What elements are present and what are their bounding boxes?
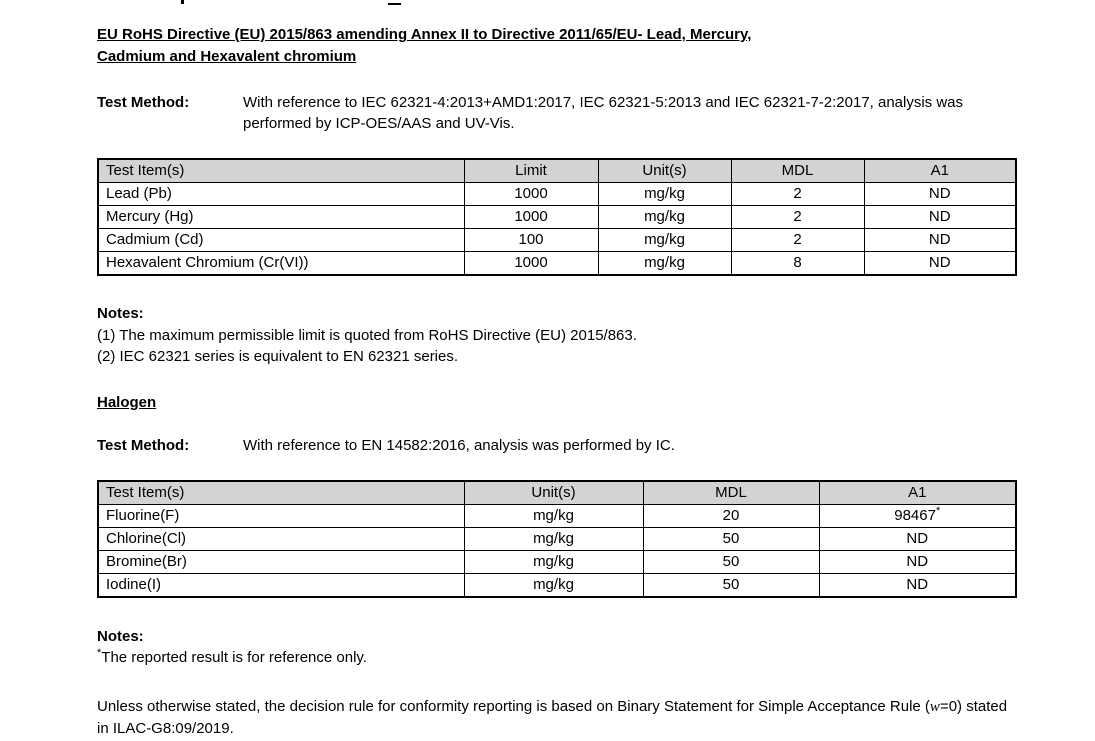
- table-row: [98, 504, 1016, 527]
- table-cell: 50: [643, 550, 819, 573]
- table-cell: ND: [864, 206, 1016, 229]
- table-header-row: [98, 481, 1016, 505]
- table-header-row: [98, 159, 1016, 183]
- table-header-cell: Limit: [464, 159, 598, 183]
- table-header-cell: Test Item(s): [98, 159, 464, 183]
- table-row: [98, 183, 1016, 206]
- table-cell: Bromine(Br): [98, 550, 464, 573]
- table-header-cell: A1: [864, 159, 1016, 183]
- table-cell: Fluorine(F): [98, 504, 464, 527]
- table-cell: mg/kg: [598, 183, 731, 206]
- halogen-notes-label: Notes:: [97, 627, 144, 645]
- table-cell: 1000: [464, 183, 598, 206]
- table-cell: mg/kg: [464, 527, 643, 550]
- rohs-section-title: [97, 24, 1015, 68]
- rohs-note-2: (2) IEC 62321 series is equivalent to EN 62321 series.: [97, 348, 459, 365]
- italic-variable-w: w: [929, 698, 940, 715]
- halogen-results-table: [97, 480, 1017, 598]
- table-cell: Iodine(I): [98, 573, 464, 597]
- table-cell: ND: [819, 573, 1016, 597]
- table-cell: mg/kg: [598, 206, 731, 229]
- table-header-cell: MDL: [643, 481, 819, 505]
- table-cell: Hexavalent Chromium (Cr(VI)): [98, 252, 464, 276]
- table-cell: 50: [643, 527, 819, 550]
- table-cell: 20: [643, 504, 819, 527]
- rohs-test-method: [97, 92, 1015, 134]
- table-cell: 1000: [464, 252, 598, 276]
- rohs-notes: [97, 303, 1015, 368]
- table-row: [98, 550, 1016, 573]
- halogen-section-title: Halogen: [97, 393, 157, 411]
- table-cell: 98467*: [819, 504, 1016, 527]
- table-cell: ND: [864, 183, 1016, 206]
- table-cell: 2: [731, 183, 864, 206]
- rohs-test-method-label: Test Method:: [97, 94, 190, 111]
- halogen-notes: [97, 626, 1015, 669]
- table-cell: Mercury (Hg): [98, 206, 464, 229]
- table-cell: mg/kg: [598, 252, 731, 276]
- rohs-section-title-line2: Cadmium and Hexavalent chromium: [97, 48, 357, 65]
- table-cell: ND: [864, 229, 1016, 252]
- table-row: [98, 206, 1016, 229]
- table-cell: ND: [864, 252, 1016, 276]
- table-header-cell: A1: [819, 481, 1016, 505]
- table-cell: mg/kg: [464, 504, 643, 527]
- table-cell: 100: [464, 229, 598, 252]
- table-header-cell: Unit(s): [598, 159, 731, 183]
- table-cell: 2: [731, 229, 864, 252]
- table-row: [98, 229, 1016, 252]
- table-row: [98, 252, 1016, 276]
- rohs-results-table: [97, 158, 1017, 276]
- halogen-test-method-label: Test Method:: [97, 436, 190, 454]
- table-cell: 50: [643, 573, 819, 597]
- table-header-cell: Test Item(s): [98, 481, 464, 505]
- table-cell: 8: [731, 252, 864, 276]
- table-row: [98, 527, 1016, 550]
- table-cell: mg/kg: [464, 550, 643, 573]
- table-cell: 2: [731, 206, 864, 229]
- rohs-note-1: (1) The maximum permissible limit is quoted from RoHS Directive (EU) 2015/863.: [97, 326, 637, 344]
- rohs-test-method-text: With reference to IEC 62321-4:2013+AMD1:2017, IEC 62321-5:2013 and IEC 62321-7-2:2017, analysis was performed by ICP-OES/AAS and UV-Vis.: [243, 94, 964, 132]
- halogen-note-1: *The reported result is for reference only.: [97, 647, 367, 666]
- table-header-cell: MDL: [731, 159, 864, 183]
- table-cell: mg/kg: [598, 229, 731, 252]
- table-cell: 1000: [464, 206, 598, 229]
- decision-rule-statement: Unless otherwise stated, the decision rule for conformity reporting is based on Binary Statement for Simple Acceptance Rule (w=0) stated in ILAC-G8:09/2019.: [97, 697, 1008, 737]
- table-cell: ND: [819, 550, 1016, 573]
- note-asterisk: *: [97, 647, 102, 659]
- halogen-test-method-text: With reference to EN 14582:2016, analysis was performed by IC.: [243, 436, 675, 454]
- table-row: [98, 573, 1016, 597]
- rohs-section-title-line1: EU RoHS Directive (EU) 2015/863 amending Annex II to Directive 2011/65/EU- Lead, Mercury,: [97, 26, 752, 43]
- rohs-notes-label: Notes:: [97, 305, 144, 322]
- table-cell: Cadmium (Cd): [98, 229, 464, 252]
- table-header-cell: Unit(s): [464, 481, 643, 505]
- halogen-test-method: [97, 435, 1015, 456]
- table-cell: ND: [819, 527, 1016, 550]
- table-cell: Chlorine(Cl): [98, 527, 464, 550]
- table-cell: Lead (Pb): [98, 183, 464, 206]
- table-cell: mg/kg: [464, 573, 643, 597]
